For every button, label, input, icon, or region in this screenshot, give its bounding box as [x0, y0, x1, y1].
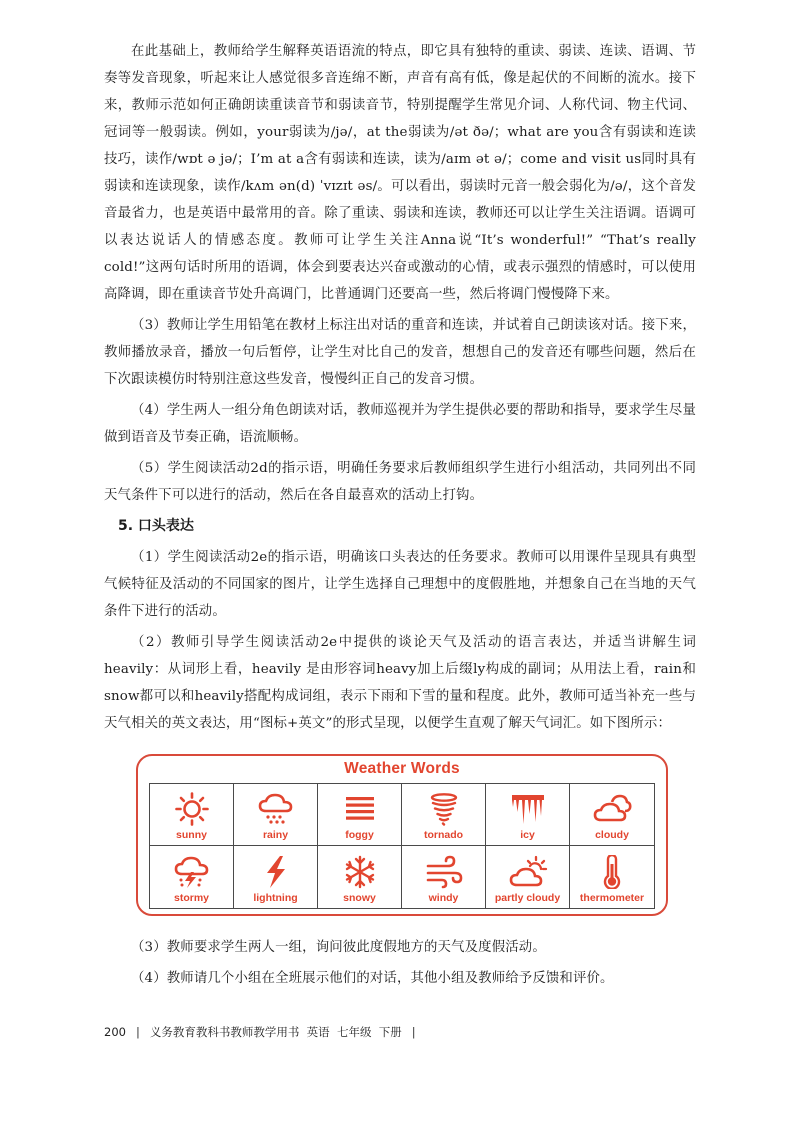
weather-cell-foggy: [318, 784, 402, 846]
footer-volume: 下册: [378, 1025, 402, 1039]
sun-behind-cloud-icon: [508, 855, 548, 889]
footer-book-title: 义务教育教科书教师教学用书: [149, 1025, 300, 1039]
rain-cloud-icon: [256, 792, 296, 826]
paragraph-step-5: （5）学生阅读活动2d的指示语，明确任务要求后教师组织学生进行小组活动，共同列出不同天气条件下可以进行的活动，然后在各自最喜欢的活动上打钩。: [104, 461, 696, 503]
weather-label: partly cloudy: [494, 892, 561, 904]
weather-cell-lightning: [234, 846, 318, 908]
paragraph-oral-step-2: （2）教师引导学生阅读活动2e中提供的谈论天气及活动的语言表达，并适当讲解生词heavily：从词形上看，heavily 是由形容词heavy加上后缀ly构成的副词；从用法上看，rain和snow都可以和heavily搭配构成词组，表示下雨和下雪的量和程度。此外，教师可适当补充一些与天气相关的英文表达，用“图标+英文”的形式呈现，以便学生直观了解天气词汇。如下图所示：: [104, 635, 696, 731]
weather-words-grid: [149, 783, 655, 909]
page-footer: [104, 1024, 426, 1040]
fog-icon: [340, 792, 380, 826]
weather-label: foggy: [345, 829, 374, 841]
wind-icon: [424, 855, 464, 889]
weather-cell-rainy: [234, 784, 318, 846]
weather-cell-tornado: [402, 784, 486, 846]
weather-cell-thermometer: [570, 846, 654, 908]
weather-label: rainy: [262, 829, 289, 841]
weather-cell-sunny: [150, 784, 234, 846]
weather-label: thermometer: [579, 892, 645, 904]
weather-label: icy: [520, 829, 535, 841]
lightning-bolt-icon: [256, 855, 296, 889]
storm-cloud-icon: [172, 855, 212, 889]
paragraph-oral-step-1: （1）学生阅读活动2e的指示语，明确该口头表达的任务要求。教师可以用课件呈现具有典型气候特征及活动的不同国家的图片，让学生选择自己理想中的度假胜地，并想象自己在当地的天气条件下进行的活动。: [104, 550, 696, 619]
page-number: 200: [104, 1025, 126, 1039]
weather-cell-windy: [402, 846, 486, 908]
weather-cell-icy: [486, 784, 570, 846]
weather-label: lightning: [253, 892, 298, 904]
section-heading-oral-expression: 5. 口头表达: [118, 518, 194, 534]
page-body: [104, 38, 696, 996]
thermometer-icon: [592, 855, 632, 889]
weather-cell-stormy: [150, 846, 234, 908]
snowflake-icon: [340, 855, 380, 889]
weather-label: sunny: [176, 829, 207, 841]
figure-title: Weather Words: [344, 760, 460, 777]
footer-subject: 英语: [306, 1025, 330, 1039]
paragraph-step-3: （3）教师让学生用铅笔在教材上标注出对话的重音和连读，并试着自己朗读该对话。接下来，教师播放录音，播放一句后暂停，让学生对比自己的发音，想想自己的发音还有哪些问题，然后在下次跟读模仿时特别注意这些发音，慢慢纠正自己的发音习惯。: [104, 318, 696, 387]
sun-icon: [172, 792, 212, 826]
footer-grade: 七年级: [336, 1025, 372, 1039]
icicles-icon: [508, 792, 548, 826]
footer-separator: |: [135, 1025, 140, 1039]
paragraph-step-4: （4）学生两人一组分角色朗读对话，教师巡视并为学生提供必要的帮助和指导，要求学生尽量做到语音及节奏正确，语流顺畅。: [104, 403, 696, 445]
paragraphs-after-figure: [104, 934, 696, 992]
weather-label: stormy: [173, 892, 209, 904]
footer-separator-end: |: [411, 1025, 416, 1039]
weather-cell-cloudy: [570, 784, 654, 846]
weather-cell-partly-cloudy: [486, 846, 570, 908]
paragraph-oral-step-3: （3）教师要求学生两人一组，询问彼此度假地方的天气及度假活动。: [131, 940, 546, 955]
weather-cell-snowy: [318, 846, 402, 908]
weather-label: snowy: [343, 892, 376, 904]
weather-label: cloudy: [595, 829, 629, 841]
weather-label: windy: [428, 892, 459, 904]
paragraph-oral-step-4: （4）教师请几个小组在全班展示他们的对话，其他小组及教师给予反馈和评价。: [131, 971, 614, 986]
tornado-icon: [424, 792, 464, 826]
paragraph-intonation: 在此基础上，教师给学生解释英语语流的特点，即它具有独特的重读、弱读、连读、语调、节奏等发音现象，听起来让人感觉很多音连绵不断，声音有高有低，像是起伏的不间断的流水。接下来，教师示范如何正确朗读重读音节和弱读音节，特别提醒学生常见介词、人称代词、物主代词、冠词等一般弱读。例如，your弱读为/jə/，at the弱读为/ət ðə/；what are you含有弱读和连读技巧，读作/wɒt ə jə/；I’m at a含有弱读和连读，读为/aɪm ət ə/；come and visit us同时具有弱读和连读现象，读作/kʌm ən(d) ˈvɪzɪt əs/。可以看出，弱读时元音一般会弱化为/ə/，这个音发音最省力，也是英语中最常用的音。除了重读、弱读和连读，教师还可以让学生关注语调。语调可以表达说话人的情感态度。教师可让学生关注Anna说“It’s wonderful!” “That’s really cold!”这两句话时所用的语调，体会到要表达兴奋或激动的心情，或表示强烈的情感时，可以使用高降调，即在重读音节处升高调门，比普通调门还要高一些，然后将调门慢慢降下来。: [104, 44, 696, 302]
weather-words-figure: [136, 754, 668, 916]
weather-label: tornado: [423, 829, 464, 841]
clouds-icon: [592, 792, 632, 826]
